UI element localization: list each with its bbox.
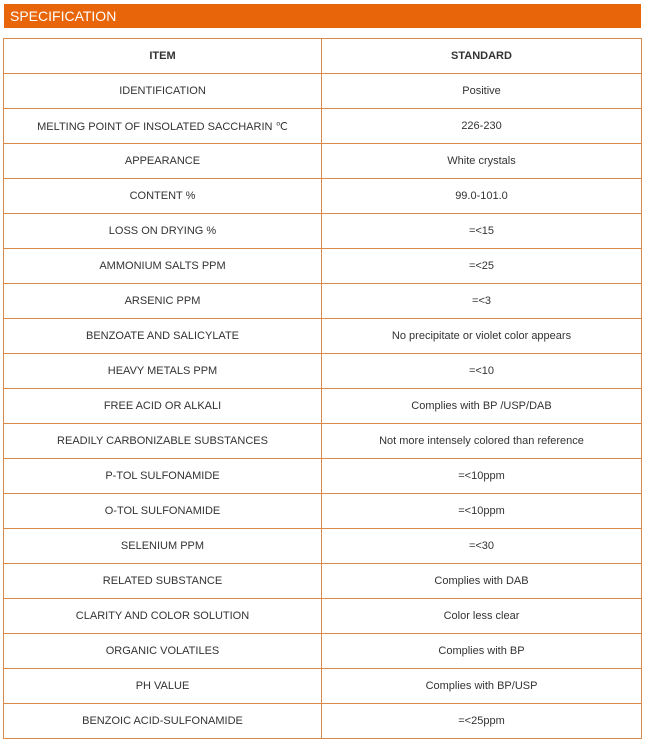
item-cell: BENZOATE AND SALICYLATE [4,319,322,354]
table-row [4,704,642,739]
table-row [4,494,642,529]
item-cell: SELENIUM PPM [4,529,322,564]
standard-cell: =<30 [322,529,642,564]
table-row [4,284,642,319]
standard-cell: 226-230 [322,109,642,144]
item-cell: RELATED SUBSTANCE [4,564,322,599]
specification-table [3,38,642,739]
item-cell: HEAVY METALS PPM [4,354,322,389]
item-cell: ARSENIC PPM [4,284,322,319]
table-row [4,74,642,109]
item-cell: ORGANIC VOLATILES [4,634,322,669]
standard-cell: No precipitate or violet color appears [322,319,642,354]
standard-cell: Complies with BP/USP [322,669,642,704]
table-row [4,319,642,354]
item-cell: FREE ACID OR ALKALI [4,389,322,424]
column-header-item: ITEM [4,39,322,74]
item-cell: P-TOL SULFONAMIDE [4,459,322,494]
standard-cell: Complies with DAB [322,564,642,599]
standard-cell: White crystals [322,144,642,179]
standard-cell: Not more intensely colored than reference [322,424,642,459]
table-row [4,249,642,284]
table-header-row [4,39,642,74]
table-row [4,634,642,669]
table-row [4,354,642,389]
standard-cell: Positive [322,74,642,109]
standard-cell: =<25ppm [322,704,642,739]
table-row [4,109,642,144]
section-title: SPECIFICATION [4,4,641,28]
standard-cell: =<10ppm [322,459,642,494]
standard-cell: Complies with BP [322,634,642,669]
standard-cell: =<25 [322,249,642,284]
table-row [4,459,642,494]
item-cell: CONTENT % [4,179,322,214]
standard-cell: =<15 [322,214,642,249]
table-row [4,669,642,704]
table-row [4,389,642,424]
table-row [4,599,642,634]
standard-cell: =<10 [322,354,642,389]
standard-cell: =<10ppm [322,494,642,529]
standard-cell: Color less clear [322,599,642,634]
item-cell: O-TOL SULFONAMIDE [4,494,322,529]
standard-cell: Complies with BP /USP/DAB [322,389,642,424]
standard-cell: 99.0-101.0 [322,179,642,214]
table-row [4,144,642,179]
item-cell: LOSS ON DRYING % [4,214,322,249]
item-cell: MELTING POINT OF INSOLATED SACCHARIN ℃ [4,109,322,144]
column-header-standard: STANDARD [322,39,642,74]
table-row [4,179,642,214]
item-cell: APPEARANCE [4,144,322,179]
table-row [4,214,642,249]
item-cell: CLARITY AND COLOR SOLUTION [4,599,322,634]
item-cell: READILY CARBONIZABLE SUBSTANCES [4,424,322,459]
table-body [4,74,642,739]
item-cell: AMMONIUM SALTS PPM [4,249,322,284]
standard-cell: =<3 [322,284,642,319]
item-cell: BENZOIC ACID-SULFONAMIDE [4,704,322,739]
table-row [4,424,642,459]
table-row [4,529,642,564]
item-cell: PH VALUE [4,669,322,704]
item-cell: IDENTIFICATION [4,74,322,109]
table-row [4,564,642,599]
